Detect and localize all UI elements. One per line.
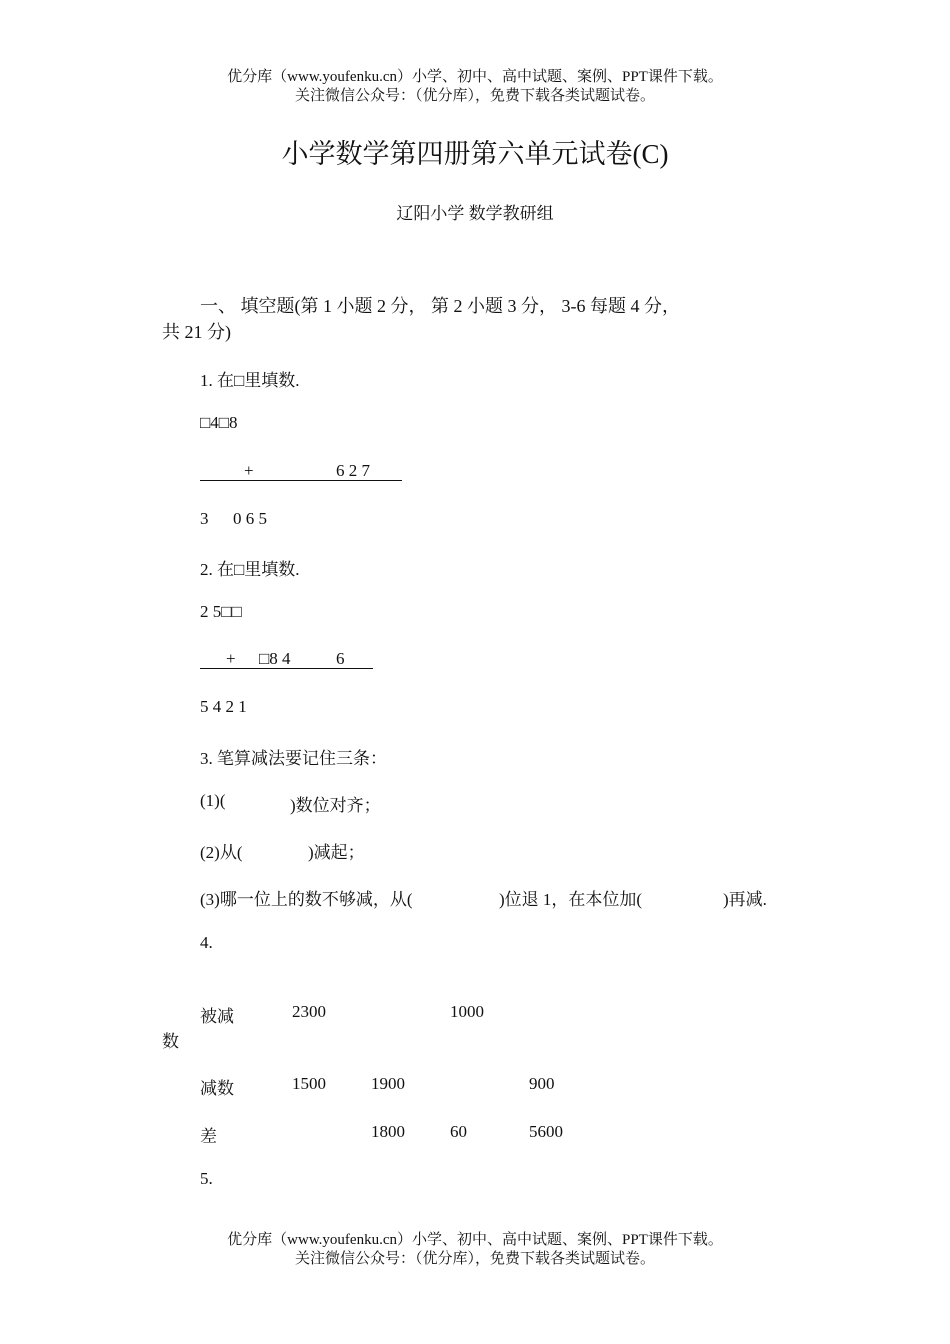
- page-subtitle: 辽阳小学 数学教研组: [396, 204, 554, 223]
- difference-cell: 60: [450, 1122, 467, 1141]
- minuend-cell: 2300: [292, 1002, 326, 1021]
- minuend-cell: 1000: [450, 1002, 484, 1021]
- header-line-1: 优分库（www.youfenku.cn）小学、初中、高中试题、案例、PPT课件下载。: [227, 69, 723, 85]
- minuend-label-wrap: 数: [162, 1032, 179, 1051]
- difference-cell: 1800: [371, 1122, 405, 1141]
- q3-rule1-b: )数位对齐；: [290, 796, 381, 815]
- q3-rule2-a: (2)从(: [200, 843, 243, 862]
- q4-number: 4.: [200, 933, 213, 952]
- q1-underline: [200, 480, 402, 481]
- footer-line-2: 关注微信公众号：（优分库），免费下载各类试题试卷。: [294, 1251, 655, 1267]
- q1-addend: 6 2 7: [336, 461, 370, 480]
- q3-rule3-a: (3)哪一位上的数不够减，从(: [200, 890, 413, 909]
- page-title: 小学数学第四册第六单元试卷(C): [281, 139, 669, 169]
- difference-cell: 5600: [529, 1122, 563, 1141]
- subtrahend-label: 减数: [200, 1079, 234, 1098]
- q2-addend-b: 6: [336, 649, 345, 668]
- q1-prompt: 1. 在□里填数.: [200, 371, 300, 390]
- q1-result-b: 0 6 5: [233, 509, 267, 528]
- q1-result-a: 3: [200, 509, 209, 528]
- header-line-2: 关注微信公众号：（优分库），免费下载各类试题试卷。: [294, 88, 655, 104]
- minuend-label: 被减: [200, 1007, 234, 1026]
- q1-plus: +: [244, 461, 254, 480]
- q3-rule2-b: )减起；: [308, 843, 365, 862]
- q3-prompt: 3. 笔算减法要记住三条：: [200, 749, 387, 768]
- q2-plus: +: [226, 649, 236, 668]
- subtrahend-cell: 900: [529, 1074, 555, 1093]
- q2-result: 5 4 2 1: [200, 697, 247, 716]
- q2-addend-a: □8 4: [259, 649, 291, 668]
- section-heading-line-2: 共 21 分): [162, 322, 231, 342]
- subtrahend-cell: 1900: [371, 1074, 405, 1093]
- footer-line-1: 优分库（www.youfenku.cn）小学、初中、高中试题、案例、PPT课件下载。: [227, 1232, 723, 1248]
- subtrahend-cell: 1500: [292, 1074, 326, 1093]
- difference-label: 差: [200, 1127, 217, 1146]
- q5-number: 5.: [200, 1169, 213, 1188]
- q1-row1: □4□8: [200, 413, 238, 432]
- section-heading-line-1: 一、 填空题(第 1 小题 2 分， 第 2 小题 3 分， 3-6 每题 4 分，: [200, 296, 680, 316]
- q3-rule3-b: )位退 1，在本位加(: [499, 890, 643, 909]
- q3-rule3-c: )再减.: [723, 890, 767, 909]
- q2-prompt: 2. 在□里填数.: [200, 560, 300, 579]
- q2-row1: 2 5□□: [200, 602, 242, 621]
- q3-rule1-a: (1)(: [200, 791, 226, 810]
